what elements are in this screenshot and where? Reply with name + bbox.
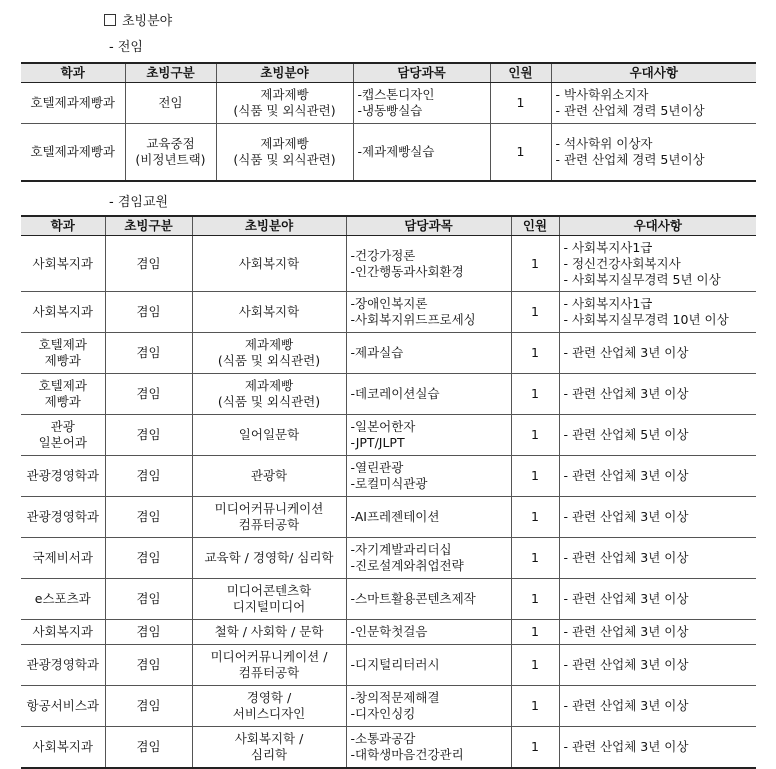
table-row <box>21 456 756 497</box>
section-title: 초빙분야 <box>122 14 173 29</box>
cell-text: (식품 및 외식관련) <box>217 394 321 409</box>
table-row <box>21 124 756 182</box>
cell-type <box>105 236 192 292</box>
cell-count <box>511 686 559 727</box>
cell-text: (식품 및 외식관련) <box>233 103 336 118</box>
cell-pref <box>559 415 756 456</box>
cell-text: 사회복지과 <box>32 255 93 271</box>
cell-subjects <box>346 686 511 727</box>
cell-pref <box>551 124 756 182</box>
cell-text: - 관련 산업체 3년 이상 <box>563 509 689 524</box>
cell-subjects <box>346 538 511 579</box>
cell-text: 사회복지학 <box>238 304 300 319</box>
column-header-dept: 학과 <box>21 63 125 83</box>
table-row <box>21 236 756 292</box>
column-header-subjects: 담당과목 <box>353 63 490 83</box>
cell-text: 서비스디자인 <box>232 706 306 721</box>
cell-count <box>511 456 559 497</box>
cell-text: 디지털미디어 <box>232 599 306 614</box>
cell-text: 겸임 <box>136 304 161 319</box>
cell-text: 제과제빵 <box>260 136 309 151</box>
cell-pref <box>551 83 756 124</box>
cell-text: -디자인싱킹 <box>350 706 416 721</box>
cell-text: 1 <box>531 657 539 672</box>
cell-text: 항공서비스과 <box>26 698 99 713</box>
cell-text: 1 <box>516 95 525 110</box>
cell-pref <box>559 292 756 333</box>
cell-dept <box>21 236 105 292</box>
cell-text: 겸임 <box>136 698 161 713</box>
cell-text: 사회복지과 <box>32 739 93 754</box>
cell-text: 호텔제과제빵과 <box>30 95 116 110</box>
table-row <box>21 727 756 769</box>
cell-text: - 관련 산업체 3년 이상 <box>563 345 689 360</box>
cell-text: 제과제빵 <box>244 378 294 393</box>
cell-text: 교육중점 <box>146 136 195 151</box>
cell-type <box>105 538 192 579</box>
cell-text: -냉동빵실습 <box>357 103 423 118</box>
cell-field <box>192 374 346 415</box>
cell-type <box>105 686 192 727</box>
cell-text: 겸임 <box>136 427 161 442</box>
cell-dept <box>21 374 105 415</box>
cell-text: 컴퓨터공학 <box>238 517 300 532</box>
cell-type <box>105 374 192 415</box>
cell-pref <box>559 620 756 645</box>
cell-text: (식품 및 외식관련) <box>217 353 321 368</box>
adjunct-header-row <box>21 216 756 236</box>
cell-text: 철학 / 사회학 / 문학 <box>214 624 324 639</box>
cell-text: - 사회복지사1급 <box>563 296 653 311</box>
cell-dept <box>21 727 105 769</box>
cell-type <box>125 124 216 182</box>
cell-text: -건강가정론 <box>350 247 416 263</box>
cell-text: -스마트활용콘텐츠제작 <box>350 591 476 606</box>
cell-text: - 관련 산업체 경력 5년이상 <box>555 152 705 167</box>
table-row <box>21 333 756 374</box>
cell-text: 호텔제과 <box>38 337 87 352</box>
cell-text: 1 <box>531 509 539 524</box>
cell-subjects <box>346 620 511 645</box>
table-row <box>21 538 756 579</box>
cell-text: 1 <box>531 304 539 319</box>
cell-count <box>511 497 559 538</box>
cell-text: - 박사학위소지자 <box>555 87 649 102</box>
column-header-field: 초빙분야 <box>216 63 353 83</box>
table-row <box>21 292 756 333</box>
cell-text: -장애인복지론 <box>350 296 428 311</box>
cell-field <box>192 686 346 727</box>
cell-text: - 관련 산업체 3년 이상 <box>563 550 689 565</box>
table-row <box>21 579 756 620</box>
cell-field <box>192 497 346 538</box>
cell-subjects <box>353 124 490 182</box>
cell-pref <box>559 579 756 620</box>
cell-text: 사회복지과 <box>32 624 93 639</box>
cell-text: 1 <box>531 591 539 606</box>
column-header-type: 초빙구분 <box>105 216 192 236</box>
cell-dept <box>21 292 105 333</box>
fulltime-table <box>21 62 756 182</box>
cell-subjects <box>346 374 511 415</box>
cell-text: -디지털리터러시 <box>350 657 440 672</box>
adjunct-subtitle: - 겸임교원 <box>109 195 169 210</box>
cell-count <box>511 620 559 645</box>
cell-subjects <box>346 456 511 497</box>
cell-field <box>192 292 346 333</box>
cell-text: 경영학 / <box>246 690 292 705</box>
cell-type <box>105 415 192 456</box>
cell-text: -JPT/JLPT <box>350 435 405 450</box>
cell-text: - 관련 산업체 3년 이상 <box>563 468 689 483</box>
cell-dept <box>21 497 105 538</box>
cell-type <box>105 727 192 769</box>
table-row <box>21 645 756 686</box>
cell-text: - 관련 산업체 3년 이상 <box>563 657 689 672</box>
cell-pref <box>559 538 756 579</box>
cell-pref <box>559 333 756 374</box>
cell-pref <box>559 374 756 415</box>
cell-text: -AI프레젠테이션 <box>350 509 440 524</box>
cell-text: -로컬미식관광 <box>350 476 428 491</box>
cell-text: 제빵과 <box>44 353 81 368</box>
checkbox-square-icon <box>104 14 116 26</box>
cell-type <box>105 645 192 686</box>
fulltime-subtitle: - 전임 <box>109 40 143 55</box>
cell-type <box>105 579 192 620</box>
cell-text: (비정년트랙) <box>135 152 206 167</box>
cell-count <box>511 236 559 292</box>
cell-text: - 관련 산업체 3년 이상 <box>563 624 689 639</box>
cell-count <box>511 292 559 333</box>
cell-subjects <box>346 579 511 620</box>
cell-text: 1 <box>531 739 539 754</box>
column-header-count: 인원 <box>511 216 559 236</box>
cell-text: -인간행동과사회환경 <box>350 263 464 279</box>
cell-count <box>511 538 559 579</box>
cell-text: -소통과공감 <box>350 731 416 746</box>
cell-subjects <box>346 645 511 686</box>
cell-count <box>511 333 559 374</box>
cell-subjects <box>346 292 511 333</box>
cell-text: 미디어콘텐츠학 <box>226 583 312 598</box>
cell-text: -일본어한자 <box>350 419 416 434</box>
cell-text: - 관련 산업체 경력 5년이상 <box>555 103 705 118</box>
cell-text: 1 <box>531 698 539 713</box>
cell-type <box>105 497 192 538</box>
section-heading <box>104 10 172 29</box>
cell-text: -자기계발과리더십 <box>350 542 452 557</box>
cell-field <box>216 83 353 124</box>
cell-text: 사회복지과 <box>32 304 93 319</box>
cell-text: 관광 <box>50 419 75 434</box>
cell-pref <box>559 497 756 538</box>
cell-text: 제빵과 <box>44 394 81 409</box>
cell-text: - 관련 산업체 3년 이상 <box>563 386 689 401</box>
cell-count <box>511 727 559 769</box>
cell-field <box>192 727 346 769</box>
cell-text: 겸임 <box>136 550 161 565</box>
column-header-type: 초빙구분 <box>125 63 216 83</box>
cell-pref <box>559 236 756 292</box>
cell-text: -데코레이션실습 <box>350 386 440 401</box>
cell-text: 미디어커뮤니케이션 <box>214 501 324 516</box>
cell-text: 겸임 <box>136 509 161 524</box>
cell-subjects <box>346 415 511 456</box>
adjunct-table <box>21 215 756 769</box>
cell-text: 겸임 <box>136 657 161 672</box>
cell-subjects <box>346 497 511 538</box>
cell-text: 1 <box>531 386 539 401</box>
fulltime-header-row <box>21 63 756 83</box>
cell-text: 1 <box>516 144 525 159</box>
cell-text: 미디어커뮤니케이션 / <box>210 649 328 664</box>
cell-field <box>192 333 346 374</box>
cell-text: 심리학 <box>250 747 288 762</box>
cell-count <box>490 124 551 182</box>
cell-dept <box>21 579 105 620</box>
cell-subjects <box>346 333 511 374</box>
cell-text: 겸임 <box>136 739 161 754</box>
table-row <box>21 620 756 645</box>
cell-text: 겸임 <box>136 345 161 360</box>
column-header-count: 인원 <box>490 63 551 83</box>
cell-text: - 사회복지실무경력 10년 이상 <box>563 312 729 327</box>
cell-text: 교육학 / 경영학/ 심리학 <box>204 550 334 565</box>
table-row <box>21 497 756 538</box>
cell-text: 사회복지학 / <box>234 731 304 746</box>
cell-text: 겸임 <box>136 468 161 483</box>
cell-field <box>192 579 346 620</box>
cell-text: -대학생마음건강관리 <box>350 747 464 762</box>
cell-text: e스포츠과 <box>34 591 91 606</box>
cell-dept <box>21 645 105 686</box>
cell-field <box>192 456 346 497</box>
cell-type <box>105 456 192 497</box>
cell-type <box>105 292 192 333</box>
cell-text: 겸임 <box>136 255 161 271</box>
cell-text: 관광경영학과 <box>26 468 99 483</box>
cell-pref <box>559 727 756 769</box>
cell-pref <box>559 686 756 727</box>
cell-dept <box>21 415 105 456</box>
cell-dept <box>21 538 105 579</box>
cell-subjects <box>353 83 490 124</box>
cell-text: -인문학첫걸음 <box>350 624 428 639</box>
table-row <box>21 686 756 727</box>
cell-text: -진로설계와취업전략 <box>350 558 464 573</box>
cell-text: 일본어과 <box>38 435 87 450</box>
cell-text: -사회복지위드프로세싱 <box>350 312 476 327</box>
cell-text: 1 <box>531 255 539 271</box>
cell-dept <box>21 620 105 645</box>
cell-dept <box>21 686 105 727</box>
cell-pref <box>559 456 756 497</box>
cell-field <box>192 645 346 686</box>
cell-text: 1 <box>531 345 539 360</box>
cell-dept <box>21 456 105 497</box>
cell-text: -제과실습 <box>350 345 404 360</box>
cell-pref <box>559 645 756 686</box>
cell-text: 제과제빵 <box>244 337 294 352</box>
cell-text: (식품 및 외식관련) <box>233 152 336 167</box>
cell-text: 겸임 <box>136 624 161 639</box>
table-row <box>21 83 756 124</box>
cell-subjects <box>346 236 511 292</box>
cell-field <box>192 620 346 645</box>
cell-dept <box>21 124 125 182</box>
cell-count <box>511 645 559 686</box>
adjunct-body <box>21 236 756 769</box>
cell-count <box>511 415 559 456</box>
cell-text: 겸임 <box>136 591 161 606</box>
cell-type <box>105 333 192 374</box>
cell-text: -창의적문제해결 <box>350 690 440 705</box>
cell-text: 호텔제과제빵과 <box>30 144 116 159</box>
cell-text: - 관련 산업체 3년 이상 <box>563 739 689 754</box>
cell-field <box>192 538 346 579</box>
cell-field <box>216 124 353 182</box>
cell-text: - 정신건강사회복지사 <box>563 255 681 271</box>
cell-count <box>490 83 551 124</box>
column-header-dept: 학과 <box>21 216 105 236</box>
cell-type <box>105 620 192 645</box>
cell-text: 관광경영학과 <box>26 657 99 672</box>
cell-text: 1 <box>531 624 539 639</box>
cell-text: 컴퓨터공학 <box>238 665 300 680</box>
column-header-field: 초빙분야 <box>192 216 346 236</box>
cell-text: 사회복지학 <box>238 255 300 271</box>
cell-type <box>125 83 216 124</box>
cell-text: 전임 <box>158 95 183 110</box>
cell-text: - 관련 산업체 3년 이상 <box>563 698 689 713</box>
column-header-subjects: 담당과목 <box>346 216 511 236</box>
column-header-pref: 우대사항 <box>551 63 756 83</box>
cell-subjects <box>346 727 511 769</box>
cell-text: - 사회복지사1급 <box>563 239 653 255</box>
cell-dept <box>21 83 125 124</box>
cell-text: - 관련 산업체 3년 이상 <box>563 591 689 606</box>
cell-text: -제과제빵실습 <box>357 144 435 159</box>
cell-text: 관광학 <box>250 468 288 483</box>
cell-field <box>192 236 346 292</box>
cell-field <box>192 415 346 456</box>
fulltime-body <box>21 83 756 182</box>
cell-dept <box>21 333 105 374</box>
cell-text: -캡스톤디자인 <box>357 87 435 102</box>
table-row <box>21 374 756 415</box>
cell-text: - 사회복지실무경력 5년 이상 <box>563 271 721 287</box>
table-row <box>21 415 756 456</box>
cell-text: - 석사학위 이상자 <box>555 136 653 151</box>
cell-text: 1 <box>531 468 539 483</box>
cell-count <box>511 579 559 620</box>
cell-text: 호텔제과 <box>38 378 87 393</box>
cell-text: 제과제빵 <box>260 87 309 102</box>
cell-text: - 관련 산업체 5년 이상 <box>563 427 689 442</box>
cell-text: 겸임 <box>136 386 161 401</box>
cell-text: 국제비서과 <box>32 550 93 565</box>
cell-text: 1 <box>531 550 539 565</box>
column-header-pref: 우대사항 <box>559 216 756 236</box>
cell-text: 일어일문학 <box>238 427 300 442</box>
cell-text: 관광경영학과 <box>26 509 99 524</box>
cell-count <box>511 374 559 415</box>
cell-text: 1 <box>531 427 539 442</box>
cell-text: -열린관광 <box>350 460 404 475</box>
